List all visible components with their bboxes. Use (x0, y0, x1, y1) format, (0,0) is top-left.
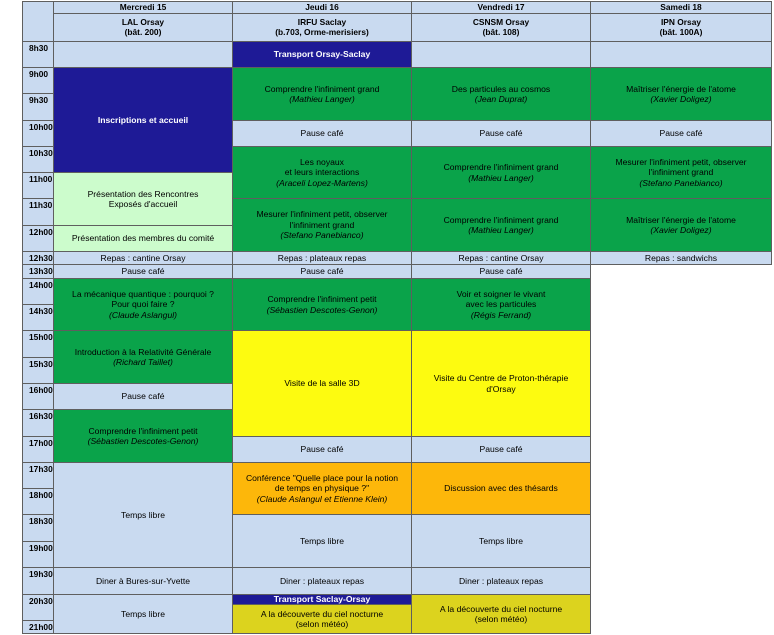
event-repas-cantine-wed (53, 251, 233, 265)
event-title-line: (selon météo) (474, 614, 528, 624)
event-pause-cafe-thu-2 (232, 264, 412, 279)
time-text: 19h30 (29, 569, 53, 579)
time-text: 14h30 (29, 306, 53, 316)
event-title-line: Diner : plateaux repas (458, 575, 544, 586)
time-label (22, 198, 54, 226)
event-speaker: (Mathieu Langer) (468, 225, 534, 235)
day-date: Vendredi 17 (477, 1, 525, 12)
time-label (22, 146, 54, 173)
event-pause-cafe-fri-3 (411, 436, 591, 463)
day-building: (bât. 108) (482, 26, 520, 37)
event-repas-cantine-fri (411, 251, 591, 265)
event-title-line: Des particules au cosmos (451, 83, 551, 94)
event-title-line: Pour quoi faire ? (111, 299, 175, 310)
time-label (22, 357, 54, 384)
time-text: 12h00 (29, 227, 53, 237)
time-text: 17h30 (29, 464, 53, 474)
event-noyaux (232, 146, 412, 199)
event-maitriser-energie-sat-2 (590, 198, 772, 252)
event-title-line: Temps libre (121, 509, 165, 520)
time-text: 20h30 (29, 596, 53, 606)
event-title-line: Temps libre (479, 535, 523, 546)
event-title-line: Repas : plateaux repas (277, 252, 367, 263)
time-text: 10h00 (29, 122, 53, 132)
event-title-line: Mesurer l'infiniment petit, observer (256, 209, 388, 220)
time-text: 21h00 (29, 622, 53, 632)
event-title-line: Pause café (300, 266, 344, 277)
event-pause-cafe-sat (590, 120, 772, 147)
event-title-line: Temps libre (300, 535, 344, 546)
time-text: 13h30 (29, 266, 53, 276)
day-building: (bât. 200) (124, 26, 162, 37)
event-diner-bures (53, 567, 233, 595)
time-label (22, 304, 54, 331)
day-venue-header (590, 13, 772, 42)
time-text: 15h00 (29, 332, 53, 342)
event-comprendre-grand-fri-2 (411, 198, 591, 252)
time-text: 16h30 (29, 411, 53, 421)
event-title-line: Comprendre l'infiniment grand (264, 83, 380, 94)
event-soigner-vivant (411, 278, 591, 331)
day-venue: CSNSM Orsay (472, 16, 530, 27)
empty-slot (590, 41, 772, 68)
time-label (22, 514, 54, 542)
time-text: 9h00 (29, 69, 49, 79)
event-speaker: (Xavier Doligez) (650, 225, 712, 235)
event-title-line: Diner : plateaux repas (279, 575, 365, 586)
event-temps-libre-thu (232, 514, 412, 568)
event-pause-cafe-wed-2 (53, 383, 233, 410)
event-speaker: (Araceli Lopez-Martens) (276, 177, 368, 188)
event-temps-libre-wed-2 (53, 594, 233, 634)
day-venue-header (411, 13, 591, 42)
event-title-line: d'Orsay (486, 383, 516, 394)
time-label (22, 541, 54, 568)
event-maitriser-energie-sat-1 (590, 67, 772, 121)
event-title-line: Pause café (121, 266, 165, 277)
event-repas-plateaux-thu (232, 251, 412, 265)
event-title-line: (selon météo) (295, 619, 349, 629)
day-venue: IPN Orsay (660, 16, 702, 27)
event-diner-plateaux-fri (411, 567, 591, 595)
event-pause-cafe-wed-1 (53, 264, 233, 279)
event-title-line: Mesurer l'infiniment petit, observer (615, 156, 747, 167)
time-label (22, 251, 54, 265)
event-temps-libre-fri (411, 514, 591, 568)
event-title-line: Pause café (659, 128, 703, 139)
time-text: 17h00 (29, 438, 53, 448)
event-title-line: avec les particules (465, 299, 537, 310)
event-title-line: Transport Saclay-Orsay (273, 594, 371, 605)
event-salle-3d (232, 330, 412, 437)
event-title-line: Pause café (479, 266, 523, 277)
event-title-line: Maîtriser l'énergie de l'atome (626, 214, 736, 225)
time-text: 19h00 (29, 543, 53, 553)
day-building: (bât. 100A) (659, 26, 703, 37)
event-temps-libre-wed (53, 462, 233, 568)
time-text: 16h00 (29, 385, 53, 395)
event-title-line: Repas : cantine Orsay (458, 252, 544, 263)
event-speaker: (Claude Aslangul) (109, 309, 177, 320)
event-speaker: (Xavier Doligez) (650, 94, 712, 104)
time-text: 8h30 (29, 43, 49, 53)
event-title-line: Comprendre l'infiniment grand (443, 214, 559, 225)
event-title-line: Repas : cantine Orsay (100, 252, 186, 263)
event-title-line: Comprendre l'infiniment petit (267, 294, 377, 305)
event-title-line: Présentation des Rencontres (87, 188, 199, 199)
day-building: (b.703, Orme-merisiers) (275, 26, 369, 37)
day-date: Jeudi 16 (305, 1, 339, 12)
event-speaker: (Stefano Panebianco) (639, 177, 723, 188)
event-mesurer-petit-thu (232, 198, 412, 252)
event-title-line: Diner à Bures-sur-Yvette (95, 575, 191, 586)
event-pause-cafe-fri-2 (411, 264, 591, 279)
time-text: 18h00 (29, 490, 53, 500)
event-title-line: l'infiniment grand (289, 219, 355, 230)
header-corner (22, 1, 54, 42)
event-pause-cafe-thu-3 (232, 436, 412, 463)
time-label (22, 409, 54, 437)
event-speaker: (Jean Duprat) (474, 94, 528, 104)
time-label (22, 436, 54, 463)
event-title-line: et leurs interactions (284, 167, 360, 178)
time-text: 12h30 (29, 253, 53, 263)
event-inscriptions (53, 67, 233, 173)
event-particules-cosmos (411, 67, 591, 121)
time-label (22, 264, 54, 279)
event-title-line: Pause café (479, 444, 523, 455)
time-label (22, 67, 54, 94)
time-label (22, 383, 54, 410)
event-pause-cafe-thu-1 (232, 120, 412, 147)
event-title-line: Exposés d'accueil (108, 199, 178, 209)
event-mecanique-quantique (53, 278, 233, 331)
event-title-line: A la découverte du ciel nocturne (260, 608, 384, 619)
event-title-line: Transport Orsay-Saclay (273, 49, 371, 60)
time-label (22, 594, 54, 621)
day-date: Mercredi 15 (119, 1, 167, 12)
empty-slot (411, 41, 591, 68)
event-title-line: Temps libre (121, 608, 165, 619)
event-title-line: Pause café (300, 444, 344, 455)
time-label (22, 93, 54, 121)
time-text: 15h30 (29, 359, 53, 369)
time-label (22, 462, 54, 489)
event-comprendre-grand-fri-1 (411, 146, 591, 199)
event-comprendre-petit-wed (53, 409, 233, 463)
event-speaker: (Richard Taillet) (113, 357, 173, 367)
event-title-line: Pause café (300, 128, 344, 139)
time-label (22, 330, 54, 358)
time-text: 9h30 (29, 95, 49, 105)
event-title-line: de temps en physique ?" (274, 483, 370, 494)
event-conference (232, 462, 412, 515)
event-speaker: (Stefano Panebianco) (280, 230, 364, 241)
event-mesurer-petit-sat (590, 146, 772, 199)
event-title-line: Pause café (479, 128, 523, 139)
event-presentation-rencontres (53, 172, 233, 226)
event-proton-therapie (411, 330, 591, 437)
time-text: 10h30 (29, 148, 53, 158)
time-text: 11h30 (29, 200, 53, 210)
time-label (22, 488, 54, 515)
event-title-line: Visite du Centre de Proton-thérapie (433, 373, 569, 384)
event-title-line: Pause café (121, 391, 165, 402)
time-text: 11h00 (29, 174, 53, 184)
event-speaker: (Mathieu Langer) (468, 172, 534, 183)
event-ciel-nocturne-thu (232, 604, 412, 634)
event-title-line: Présentation des membres du comité (71, 233, 215, 244)
time-label (22, 120, 54, 147)
event-title-line: Introduction à la Relativité Générale (74, 346, 212, 357)
event-speaker: (Mathieu Langer) (289, 94, 355, 104)
day-date: Samedi 18 (660, 1, 702, 12)
event-title-line: Comprendre l'infiniment grand (443, 162, 559, 173)
time-text: 14h00 (29, 280, 53, 290)
event-title-line: Voir et soigner le vivant (456, 288, 546, 299)
event-title-line: Conférence "Quelle place pour la notion (245, 472, 399, 483)
event-speaker: (Claude Aslangul et Etienne Klein) (256, 493, 388, 504)
event-title-line: Maîtriser l'énergie de l'atome (626, 83, 736, 94)
event-presentation-comite (53, 225, 233, 252)
time-label (22, 172, 54, 199)
event-title-line: Discussion avec des thésards (444, 483, 558, 494)
event-title-line: Inscriptions et accueil (97, 114, 189, 125)
event-ciel-nocturne-fri (411, 594, 591, 634)
event-title-line: l'infiniment grand (648, 167, 714, 178)
day-venue: IRFU Saclay (297, 16, 347, 27)
time-label (22, 225, 54, 252)
time-label (22, 278, 54, 305)
event-diner-plateaux-thu (232, 567, 412, 595)
event-transport-orsay-saclay (232, 41, 412, 68)
time-label (22, 567, 54, 595)
time-label (22, 41, 54, 68)
day-venue-header (232, 13, 412, 42)
event-speaker: (Sébastien Descotes-Genon) (266, 304, 378, 315)
event-discussion-thesards (411, 462, 591, 515)
event-relativite (53, 330, 233, 384)
event-repas-sandwichs (590, 251, 772, 265)
event-title-line: La mécanique quantique : pourquoi ? (72, 288, 214, 299)
empty-slot (53, 41, 233, 68)
event-title-line: A la découverte du ciel nocturne (439, 603, 563, 614)
event-speaker: (Sébastien Descotes-Genon) (87, 436, 199, 446)
event-speaker: (Régis Ferrand) (470, 309, 532, 320)
event-title-line: Repas : sandwichs (644, 252, 718, 263)
event-comprendre-petit-thu (232, 278, 412, 331)
day-venue: LAL Orsay (121, 16, 165, 27)
time-text: 18h30 (29, 516, 53, 526)
day-venue-header (53, 13, 233, 42)
event-pause-cafe-fri-1 (411, 120, 591, 147)
event-title-line: Comprendre l'infiniment petit (88, 425, 198, 436)
time-label (22, 620, 54, 634)
event-comprendre-grand-thu (232, 67, 412, 121)
event-title-line: Les noyaux (300, 156, 344, 167)
event-title-line: Visite de la salle 3D (284, 378, 360, 389)
